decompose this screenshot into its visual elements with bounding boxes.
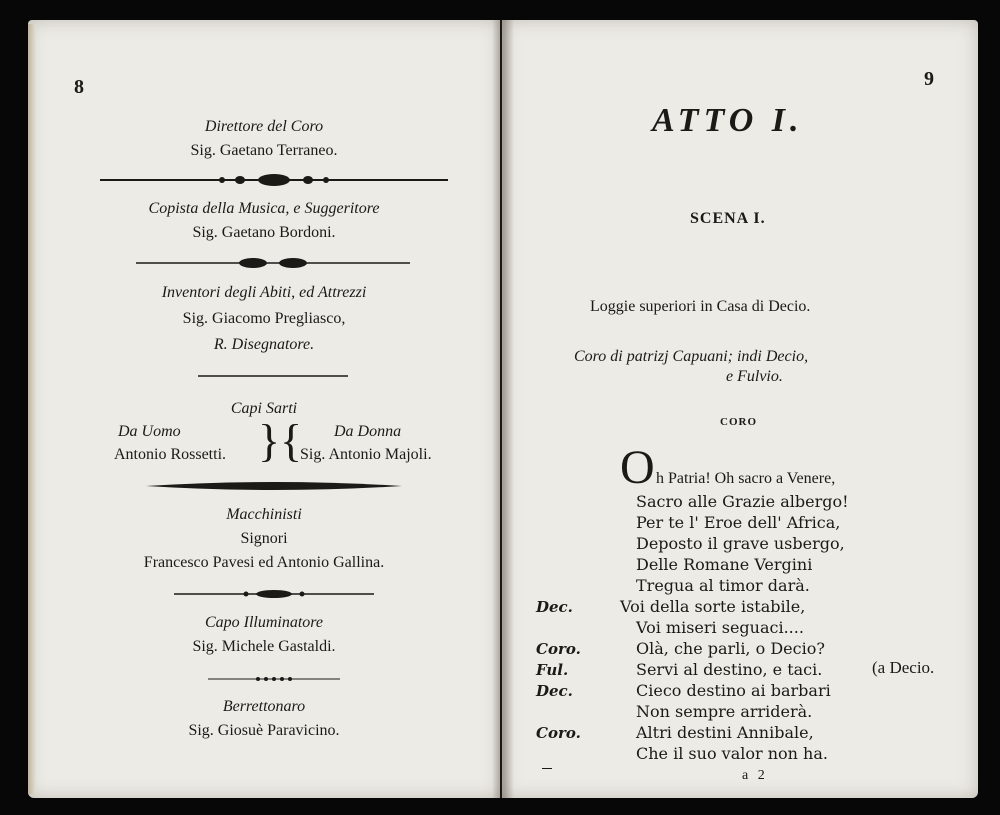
tailor-men-name: Antonio Rossetti. — [114, 446, 227, 463]
chorus-heading: CORO — [720, 416, 757, 428]
beaded-divider — [208, 674, 340, 684]
drop-cap: O — [620, 441, 655, 494]
aside-direction: (a Decio. — [872, 658, 935, 677]
coro-director-name: Sig. Gaetano Terraneo. — [190, 142, 338, 159]
page-number-left: 8 — [74, 76, 84, 98]
page-number-right: 9 — [924, 68, 934, 90]
hatter-name: Sig. Giosuè Paravicino. — [188, 722, 340, 739]
left-page-content — [28, 20, 500, 798]
verse-line: Deposto il grave usbergo, — [636, 534, 845, 553]
verse-line: Che il suo valor non ha. — [636, 744, 828, 763]
speaker-label: Dec. — [536, 682, 573, 700]
ornament-divider — [136, 256, 410, 270]
verse-line: Per te l' Eroe dell' Africa, — [636, 513, 841, 532]
coro-director-title: Direttore del Coro — [204, 118, 324, 135]
ornament-divider — [100, 172, 448, 188]
costume-name: Sig. Giacomo Pregliasco, — [182, 310, 346, 327]
copyist-title: Copista della Musica, e Suggeritore — [148, 200, 380, 217]
verse-line: Tregua al timor darà. — [636, 576, 810, 595]
verse-line: h Patria! Oh sacro a Venere, — [656, 470, 836, 487]
scene-title: SCENA I. — [690, 210, 766, 227]
tailors-title: Capi Sarti — [230, 400, 298, 417]
stage-direction-1: Coro di patrizj Capuani; indi Decio, — [574, 348, 809, 365]
speaker-label: Ful. — [536, 661, 569, 679]
verse-line: Servi al destino, e taci. — [636, 660, 823, 679]
verse-line: Altri destini Annibale, — [636, 723, 814, 742]
signature-mark: a 2 — [742, 768, 768, 783]
ornament-divider — [174, 588, 374, 600]
speaker-label: Dec. — [536, 598, 573, 616]
verse-line: Sacro alle Grazie albergo! — [636, 492, 849, 511]
tailor-women-title: Da Donna — [334, 423, 402, 440]
hatter-title: Berrettonaro — [222, 698, 306, 715]
verse-line: Cieco destino ai barbari — [636, 681, 831, 700]
speaker-label: Coro. — [536, 640, 581, 658]
verse-line: Delle Romane Vergini — [636, 555, 813, 574]
tailor-women-name: Sig. Antonio Majoli. — [300, 446, 432, 463]
act-title: ATTO I. — [652, 102, 804, 139]
ornament-divider — [146, 480, 402, 492]
verse-line: Voi miseri seguaci.... — [636, 618, 804, 637]
setting-line: Loggie superiori in Casa di Decio. — [590, 298, 811, 315]
costume-title: Inventori degli Abiti, ed Attrezzi — [161, 284, 367, 301]
costume-role: R. Disegnatore. — [213, 336, 315, 353]
lighting-title: Capo Illuminatore — [204, 614, 324, 631]
verse-line: Voi della sorte istabile, — [620, 597, 806, 616]
stage-direction-2: e Fulvio. — [726, 368, 783, 385]
machinists-names: Francesco Pavesi ed Antonio Gallina. — [143, 554, 385, 571]
tailor-men-title: Da Uomo — [118, 423, 181, 440]
speaker-label: Coro. — [536, 724, 581, 742]
verse-line: Olà, che parli, o Decio? — [636, 639, 825, 658]
right-brace: } — [258, 415, 281, 466]
rule-divider — [198, 372, 348, 380]
right-page-content — [502, 20, 978, 798]
verse-line: Non sempre arriderà. — [636, 702, 813, 721]
machinists-title: Macchinisti — [226, 506, 302, 523]
machinists-sub: Signori — [240, 530, 288, 547]
left-brace: { — [280, 415, 303, 466]
lighting-name: Sig. Michele Gastaldi. — [192, 638, 336, 655]
catchword-dash — [542, 768, 552, 769]
copyist-name: Sig. Gaetano Bordoni. — [192, 224, 336, 241]
